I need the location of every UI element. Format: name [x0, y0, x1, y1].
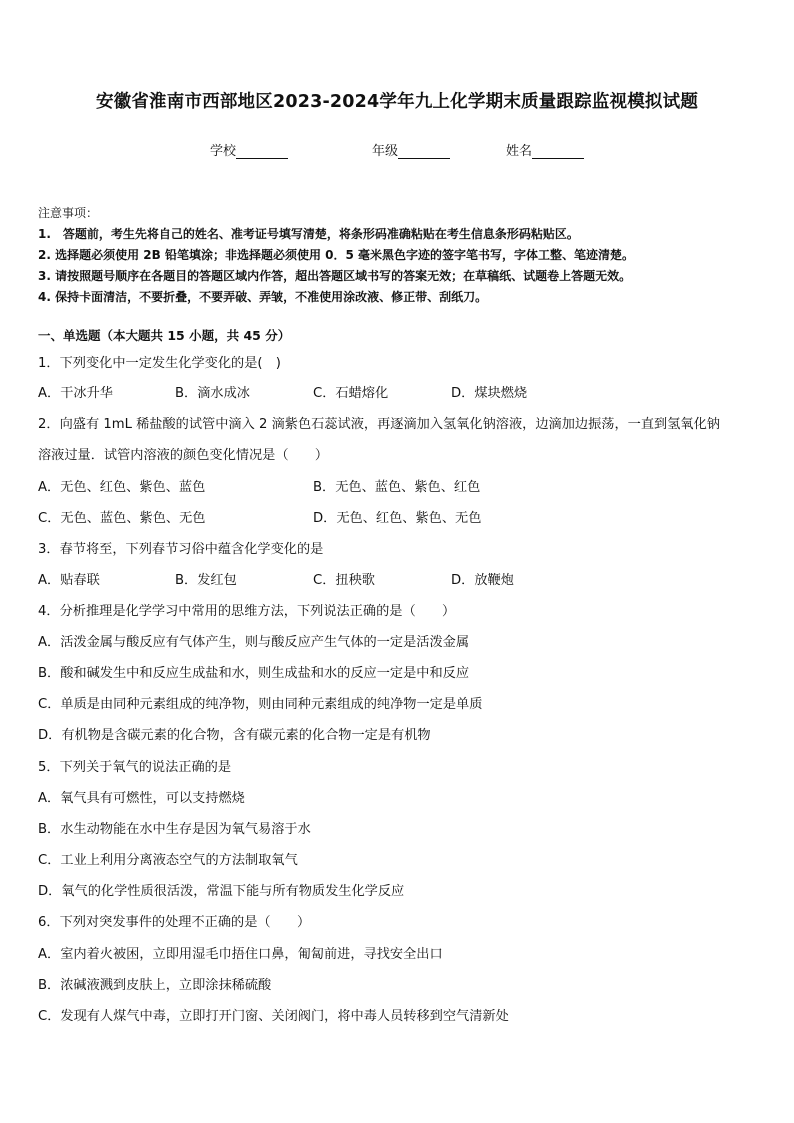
- grade-blank: [398, 144, 450, 159]
- question-6-stem: 6．下列对突发事件的处理不正确的是（ ）: [38, 915, 311, 930]
- question-2-option-d: D．无色、红色、紫色、无色: [313, 511, 482, 526]
- question-4-option-d: D．有机物是含碳元素的化合物，含有碳元素的化合物一定是有机物: [38, 728, 431, 743]
- notice-item: 3. 请按照题号顺序在各题目的答题区域内作答，超出答题区域书写的答案无效；在草稿纸、试题卷上答题无效。: [38, 269, 632, 283]
- question-2-option-a: A．无色、红色、紫色、蓝色: [38, 480, 206, 495]
- question-3-option-d: D．放鞭炮: [451, 573, 514, 588]
- question-6-option-a: A．室内着火被困，立即用湿毛巾捂住口鼻，匍匐前进，寻找安全出口: [38, 947, 443, 962]
- question-6-option-c: C．发现有人煤气中毒，立即打开门窗、关闭阀门，将中毒人员转移到空气清新处: [38, 1009, 509, 1024]
- question-1-option-b: B．滴水成冰: [175, 386, 250, 401]
- notice-item: 1. 答题前，考生先将自己的姓名、准考证号填写清楚，将条形码准确粘贴在考生信息条形码粘贴区。: [38, 227, 579, 241]
- school-label: 学校: [210, 144, 237, 159]
- question-4-stem: 4．分析推理是化学学习中常用的思维方法，下列说法正确的是（ ）: [38, 604, 456, 619]
- school-field: [210, 140, 288, 159]
- question-4-option-b: B．酸和碱发生中和反应生成盐和水，则生成盐和水的反应一定是中和反应: [38, 666, 470, 681]
- name-label: 姓名: [506, 144, 533, 159]
- notice-item: 2. 选择题必须使用 2B 铅笔填涂；非选择题必须使用 0．5 毫米黑色字迹的签字笔书写，字体工整、笔迹清楚。: [38, 248, 634, 262]
- question-5-stem: 5．下列关于氧气的说法正确的是: [38, 760, 232, 775]
- question-2-option-b: B．无色、蓝色、紫色、红色: [313, 480, 481, 495]
- notice-block: [38, 203, 768, 308]
- question-5-option-b: B．水生动物能在水中生存是因为氧气易溶于水: [38, 822, 311, 837]
- question-5-option-c: C．工业上利用分离液态空气的方法制取氧气: [38, 853, 298, 868]
- question-1-option-c: C．石蜡熔化: [313, 386, 389, 401]
- question-1-stem: 1．下列变化中一定发生化学变化的是( ): [38, 356, 281, 371]
- question-2-option-c: C．无色、蓝色、紫色、无色: [38, 511, 206, 526]
- grade-label: 年级: [372, 144, 399, 159]
- question-3-option-c: C．扭秧歌: [313, 573, 375, 588]
- question-6-option-b: B．浓碱液溅到皮肤上，立即涂抹稀硫酸: [38, 978, 272, 993]
- exam-title: 安徽省淮南市西部地区2023-2024学年九上化学期末质量跟踪监视模拟试题: [95, 92, 699, 112]
- name-blank: [532, 144, 584, 159]
- notice-heading: 注意事项：: [38, 206, 99, 220]
- question-1-option-a: A．干冰升华: [38, 386, 113, 401]
- question-4-option-c: C．单质是由同种元素组成的纯净物，则由同种元素组成的纯净物一定是单质: [38, 697, 483, 712]
- question-3-option-b: B．发红包: [175, 573, 237, 588]
- question-2-stem-line-2: 溶液过量．试管内溶液的颜色变化情况是（ ）: [38, 448, 329, 463]
- question-3-option-a: A．贴春联: [38, 573, 100, 588]
- section-heading: 一、单选题（本大题共 15 小题，共 45 分）: [38, 328, 291, 343]
- school-blank: [236, 144, 288, 159]
- question-5-option-d: D．氧气的化学性质很活泼，常温下能与所有物质发生化学反应: [38, 884, 405, 899]
- question-1-option-d: D．煤块燃烧: [451, 386, 528, 401]
- name-field: [506, 140, 584, 159]
- question-4-option-a: A．活泼金属与酸反应有气体产生，则与酸反应产生气体的一定是活泼金属: [38, 635, 470, 650]
- question-3-stem: 3．春节将至，下列春节习俗中蕴含化学变化的是: [38, 542, 324, 557]
- notice-item: 4. 保持卡面清洁，不要折叠，不要弄破、弄皱，不准使用涂改液、修正带、刮纸刀。: [38, 290, 488, 304]
- grade-field: [372, 140, 450, 159]
- question-5-option-a: A．氧气具有可燃性，可以支持燃烧: [38, 791, 245, 806]
- question-2-stem-line-1: 2．向盛有 1mL 稀盐酸的试管中滴入 2 滴紫色石蕊试液，再逐滴加入氢氧化钠溶液，边滴加边振荡，一直到氢氧化钠: [38, 417, 720, 432]
